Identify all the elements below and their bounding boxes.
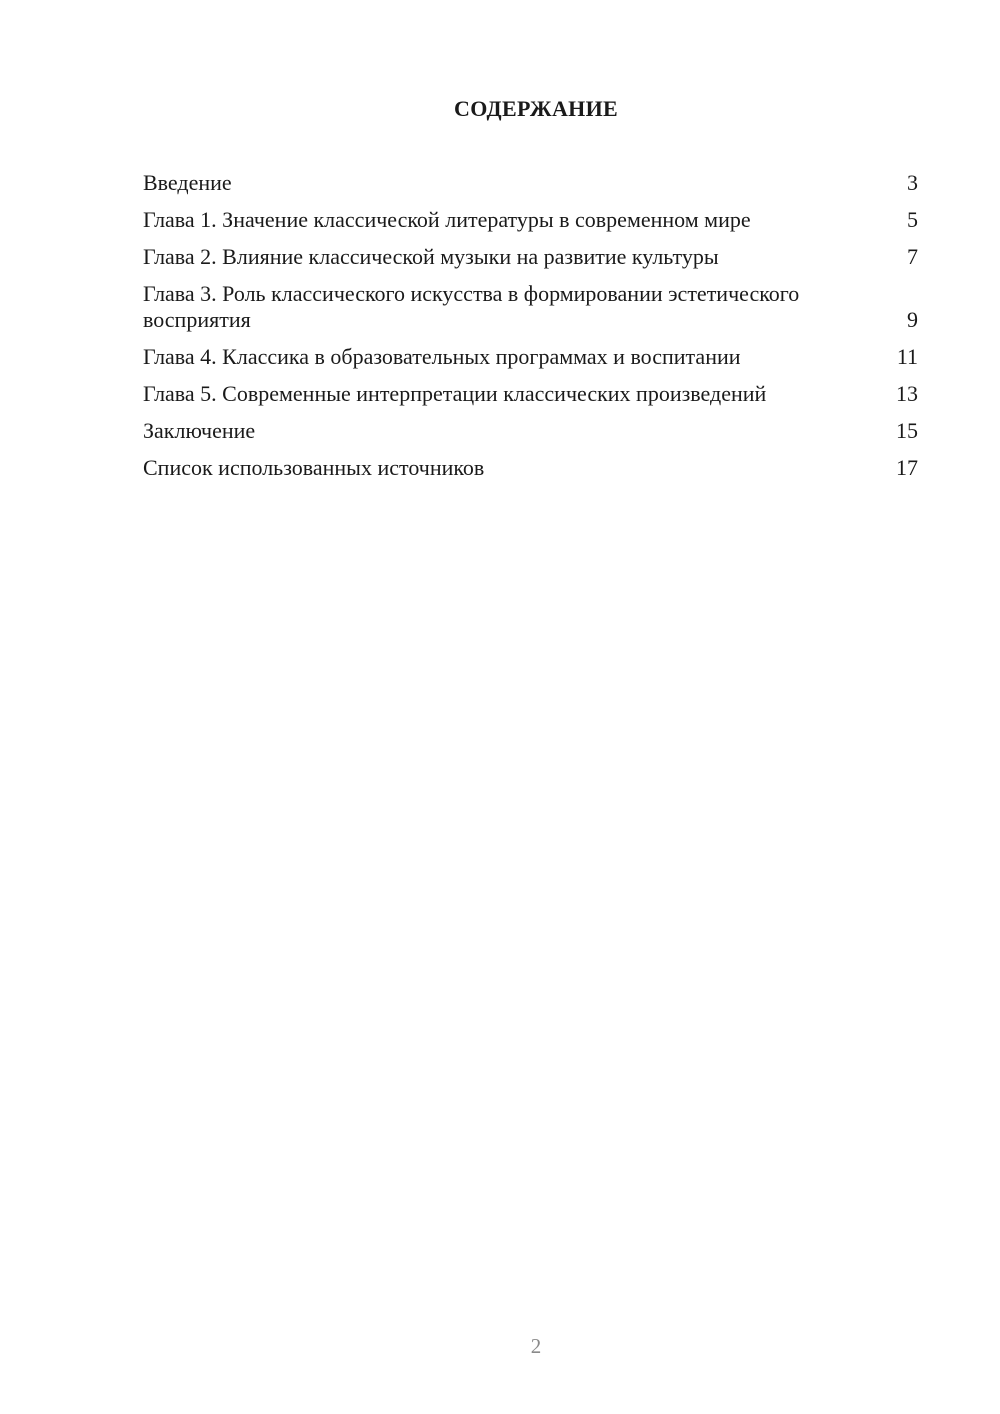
toc-entry-text: Глава 5. Современные интерпретации классических произведений	[143, 381, 767, 406]
toc-entry-page: 15	[896, 418, 918, 443]
toc-entry-text: Заключение	[143, 418, 256, 443]
toc-entry-text: Глава 4. Классика в образовательных программах и воспитании	[143, 344, 741, 369]
toc-entry-page: 7	[907, 244, 918, 269]
toc-entry-page: 17	[896, 455, 918, 480]
toc-entry-page: 9	[907, 307, 918, 332]
toc-entry-chapter-2[interactable]	[143, 244, 918, 270]
toc-entry-page: 5	[907, 207, 918, 232]
toc-entry-page: 11	[896, 344, 918, 369]
toc-entry-chapter-3[interactable]	[143, 281, 918, 333]
toc-entry-page: 3	[907, 170, 918, 195]
toc-entry-chapter-4[interactable]	[143, 344, 918, 370]
toc-entry-chapter-5[interactable]	[143, 381, 918, 407]
toc-entry-text: Глава 2. Влияние классической музыки на развитие культуры	[143, 244, 719, 269]
toc-entry-chapter-1[interactable]	[143, 207, 918, 233]
toc-entry-text: Глава 3. Роль классического искусства в формировании эстетического восприятия	[143, 281, 800, 332]
table-of-contents	[143, 170, 918, 492]
toc-entry-text: Список использованных источников	[143, 455, 485, 480]
toc-entry-text: Введение	[143, 170, 232, 195]
toc-entry-text: Глава 1. Значение классической литературы в современном мире	[143, 207, 751, 232]
toc-entry-conclusion[interactable]	[143, 418, 918, 444]
page-title: СОДЕРЖАНИЕ	[454, 96, 618, 121]
toc-entry-introduction[interactable]	[143, 170, 918, 196]
toc-entry-references[interactable]	[143, 455, 918, 481]
toc-entry-page: 13	[896, 381, 918, 406]
page-number: 2	[530, 1334, 542, 1358]
